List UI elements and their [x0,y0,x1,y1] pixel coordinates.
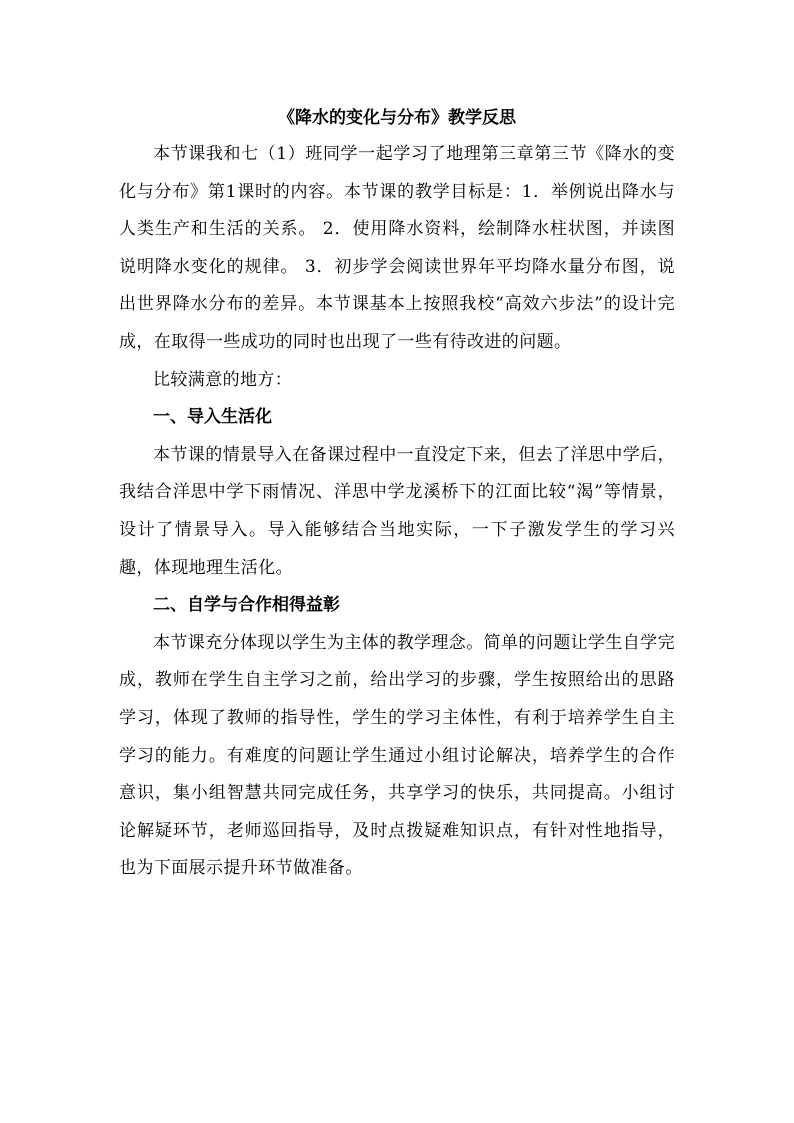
document-content [119,100,675,888]
intro-paragraph: 本节课我和七（1）班同学一起学习了地理第三章第三节《降水的变化与分布》第1课时的内容。本节课的教学目标是：1．举例说出降水与人类生产和生活的关系。 2．使用降水资料，绘制降水柱状图，并读图说明降水变化的规律。 3．初步学会阅读世界年平均降水量分布图，说出世界降水分布的差异。本节课基本上按照我校“高效六步法”的设计完成，在取得一些成功的同时也出现了一些有待改进的问题。 [119,144,675,352]
section-1-heading: 一、导入生活化 [153,407,272,428]
section-1-paragraph: 本节课的情景导入在备课过程中一直没定下来，但去了洋思中学后，我结合洋思中学下雨情况、洋思中学龙溪桥下的江面比较“渴”等情景，设计了情景导入。导入能够结合当地实际，一下子激发学生的学习兴趣，体现地理生活化。 [119,444,675,578]
section-2-paragraph: 本节课充分体现以学生为主体的教学理念。简单的问题让学生自学完成，教师在学生自主学习之前，给出学习的步骤，学生按照给出的思路学习，体现了教师的指导性，学生的学习主体性，有利于培养学生自主学习的能力。有难度的问题让学生通过小组讨论解决，培养学生的合作意识，集小组智慧共同完成任务，共享学习的快乐，共同提高。小组讨论解疑环节，老师巡回指导，及时点拨疑难知识点，有针对性地指导，也为下面展示提升环节做准备。 [119,632,675,879]
satisfied-label: 比较满意的地方： [153,369,293,390]
section-2-heading: 二、自学与合作相得益彰 [153,595,340,616]
document-title: 《降水的变化与分布》教学反思 [278,108,516,128]
